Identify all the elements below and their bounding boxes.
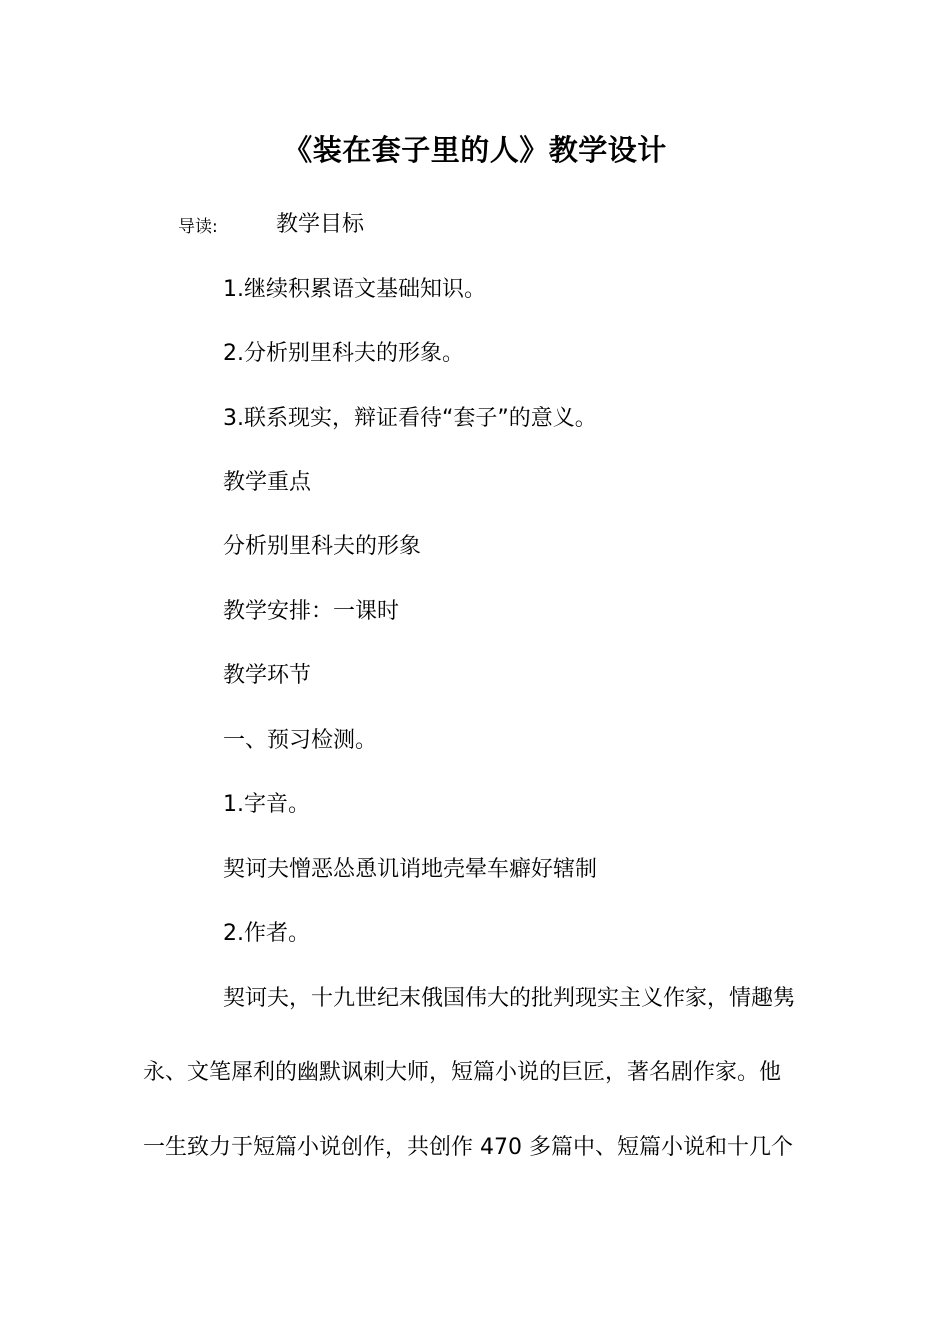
section-one-heading: 一、预习检测。	[223, 728, 378, 753]
schedule-text: 教学安排：一课时	[223, 599, 400, 624]
key-point-heading: 教学重点	[223, 470, 312, 495]
goal-item-1: 1.继续积累语文基础知识。	[223, 277, 486, 302]
teaching-goals-heading: 教学目标	[276, 212, 365, 237]
pronunciation-heading: 1.字音。	[223, 792, 310, 817]
author-paragraph-line-2: 永、文笔犀利的幽默讽刺大师，短篇小说的巨匠，著名剧作家。他	[143, 1060, 782, 1085]
goal-item-3: 3.联系现实，辩证看待“套子”的意义。	[223, 406, 597, 431]
author-heading: 2.作者。	[223, 921, 310, 946]
document-title: 《装在套子里的人》教学设计	[283, 133, 667, 167]
key-point-text: 分析别里科夫的形象	[223, 534, 422, 559]
pronunciation-words: 契诃夫憎恶怂恿讥诮地壳晕车癖好辖制	[223, 857, 598, 882]
guide-label: 导读:	[178, 217, 218, 237]
author-paragraph-line-1: 契诃夫，十九世纪末俄国伟大的批判现实主义作家，情趣隽	[223, 986, 796, 1011]
author-paragraph-line-3: 一生致力于短篇小说创作，共创作 470 多篇中、短篇小说和十几个	[143, 1135, 793, 1160]
goal-item-2: 2.分析别里科夫的形象。	[223, 341, 464, 366]
steps-heading: 教学环节	[223, 663, 312, 688]
